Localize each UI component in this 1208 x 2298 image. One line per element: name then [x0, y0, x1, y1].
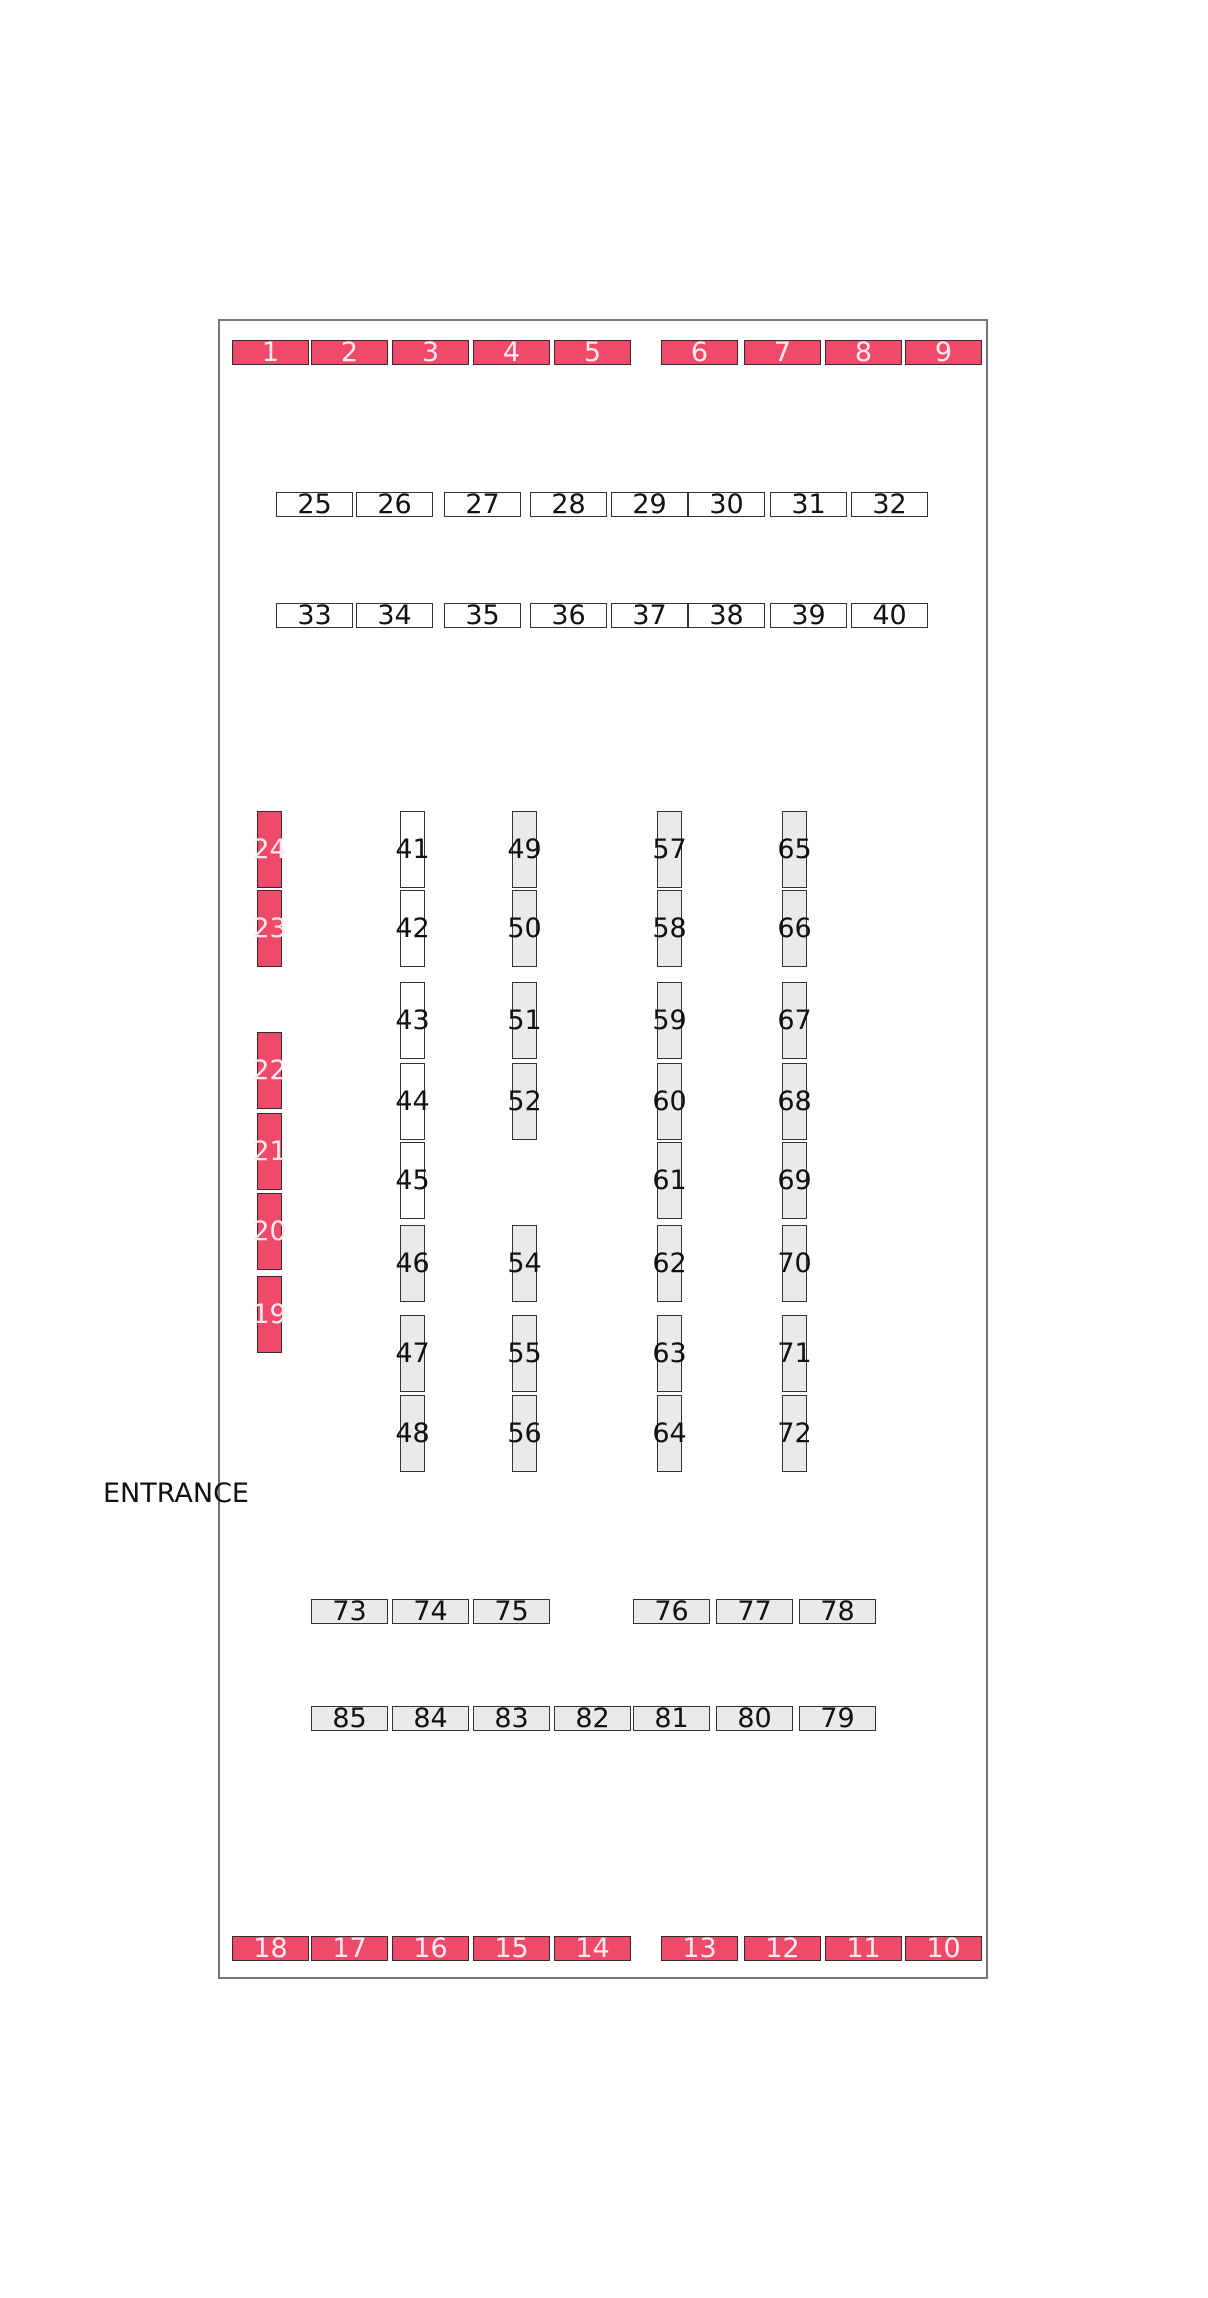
booth-58[interactable]: 58 [657, 890, 682, 967]
booth-71[interactable]: 71 [782, 1315, 807, 1392]
booth-17[interactable]: 17 [311, 1936, 388, 1961]
booth-81[interactable]: 81 [633, 1706, 710, 1731]
booth-12[interactable]: 12 [744, 1936, 821, 1961]
booth-69[interactable]: 69 [782, 1142, 807, 1219]
booth-61[interactable]: 61 [657, 1142, 682, 1219]
booth-1[interactable]: 1 [232, 340, 309, 365]
booth-19[interactable]: 19 [257, 1276, 282, 1353]
booth-76[interactable]: 76 [633, 1599, 710, 1624]
booth-75[interactable]: 75 [473, 1599, 550, 1624]
booth-34[interactable]: 34 [356, 603, 433, 628]
booth-41[interactable]: 41 [400, 811, 425, 888]
booth-32[interactable]: 32 [851, 492, 928, 517]
booth-62[interactable]: 62 [657, 1225, 682, 1302]
booth-4[interactable]: 4 [473, 340, 550, 365]
booth-31[interactable]: 31 [770, 492, 847, 517]
booth-73[interactable]: 73 [311, 1599, 388, 1624]
booth-13[interactable]: 13 [661, 1936, 738, 1961]
booth-2[interactable]: 2 [311, 340, 388, 365]
booth-11[interactable]: 11 [825, 1936, 902, 1961]
booth-64[interactable]: 64 [657, 1395, 682, 1472]
booth-51[interactable]: 51 [512, 982, 537, 1059]
booth-20[interactable]: 20 [257, 1193, 282, 1270]
booth-6[interactable]: 6 [661, 340, 738, 365]
booth-7[interactable]: 7 [744, 340, 821, 365]
booth-55[interactable]: 55 [512, 1315, 537, 1392]
booth-60[interactable]: 60 [657, 1063, 682, 1140]
booth-42[interactable]: 42 [400, 890, 425, 967]
booth-25[interactable]: 25 [276, 492, 353, 517]
entrance-label: ENTRANCE [103, 1478, 249, 1509]
booth-45[interactable]: 45 [400, 1142, 425, 1219]
booth-77[interactable]: 77 [716, 1599, 793, 1624]
booth-37[interactable]: 37 [611, 603, 688, 628]
booth-18[interactable]: 18 [232, 1936, 309, 1961]
booth-48[interactable]: 48 [400, 1395, 425, 1472]
booth-63[interactable]: 63 [657, 1315, 682, 1392]
booth-70[interactable]: 70 [782, 1225, 807, 1302]
booth-8[interactable]: 8 [825, 340, 902, 365]
booth-68[interactable]: 68 [782, 1063, 807, 1140]
booth-30[interactable]: 30 [688, 492, 765, 517]
booth-23[interactable]: 23 [257, 890, 282, 967]
booth-10[interactable]: 10 [905, 1936, 982, 1961]
booth-36[interactable]: 36 [530, 603, 607, 628]
booth-79[interactable]: 79 [799, 1706, 876, 1731]
booth-84[interactable]: 84 [392, 1706, 469, 1731]
booth-27[interactable]: 27 [444, 492, 521, 517]
booth-3[interactable]: 3 [392, 340, 469, 365]
booth-66[interactable]: 66 [782, 890, 807, 967]
booth-40[interactable]: 40 [851, 603, 928, 628]
booth-82[interactable]: 82 [554, 1706, 631, 1731]
booth-85[interactable]: 85 [311, 1706, 388, 1731]
booth-5[interactable]: 5 [554, 340, 631, 365]
booth-15[interactable]: 15 [473, 1936, 550, 1961]
booth-54[interactable]: 54 [512, 1225, 537, 1302]
booth-24[interactable]: 24 [257, 811, 282, 888]
booth-49[interactable]: 49 [512, 811, 537, 888]
booth-38[interactable]: 38 [688, 603, 765, 628]
booth-74[interactable]: 74 [392, 1599, 469, 1624]
booth-67[interactable]: 67 [782, 982, 807, 1059]
booth-21[interactable]: 21 [257, 1113, 282, 1190]
booth-50[interactable]: 50 [512, 890, 537, 967]
booth-72[interactable]: 72 [782, 1395, 807, 1472]
booth-52[interactable]: 52 [512, 1063, 537, 1140]
booth-9[interactable]: 9 [905, 340, 982, 365]
booth-33[interactable]: 33 [276, 603, 353, 628]
booth-47[interactable]: 47 [400, 1315, 425, 1392]
booth-46[interactable]: 46 [400, 1225, 425, 1302]
booth-83[interactable]: 83 [473, 1706, 550, 1731]
booth-78[interactable]: 78 [799, 1599, 876, 1624]
booth-14[interactable]: 14 [554, 1936, 631, 1961]
booth-26[interactable]: 26 [356, 492, 433, 517]
booth-56[interactable]: 56 [512, 1395, 537, 1472]
booth-28[interactable]: 28 [530, 492, 607, 517]
booth-39[interactable]: 39 [770, 603, 847, 628]
booth-44[interactable]: 44 [400, 1063, 425, 1140]
booth-65[interactable]: 65 [782, 811, 807, 888]
booth-35[interactable]: 35 [444, 603, 521, 628]
booth-43[interactable]: 43 [400, 982, 425, 1059]
booth-16[interactable]: 16 [392, 1936, 469, 1961]
booth-22[interactable]: 22 [257, 1032, 282, 1109]
booth-29[interactable]: 29 [611, 492, 688, 517]
booth-80[interactable]: 80 [716, 1706, 793, 1731]
booth-59[interactable]: 59 [657, 982, 682, 1059]
booth-57[interactable]: 57 [657, 811, 682, 888]
